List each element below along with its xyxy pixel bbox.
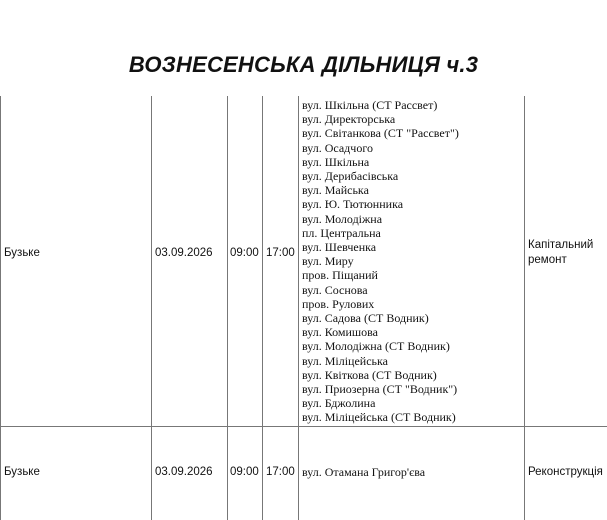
reason-cell xyxy=(528,238,593,268)
locality-cell: Бузьке xyxy=(4,247,40,259)
time-to-cell: 17:00 xyxy=(266,247,295,259)
street-item: вул. Міліцейська xyxy=(302,353,388,368)
time-to-cell: 17:00 xyxy=(266,466,295,478)
street-item: вул. Світанкова (СТ "Рассвет") xyxy=(302,126,459,141)
column-divider xyxy=(151,96,152,520)
reason-line: Капітальний xyxy=(528,239,594,251)
time-from-cell: 09:00 xyxy=(230,247,259,259)
street-item: вул. Ю. Тютюнника xyxy=(302,197,404,212)
column-divider xyxy=(524,96,525,520)
street-item: вул. Миру xyxy=(302,254,354,269)
reason-cell: Реконструкція xyxy=(528,466,603,478)
street-item: вул. Комишова xyxy=(302,325,378,340)
street-item: вул. Директорська xyxy=(302,112,396,127)
street-item: вул. Приозерна (СТ "Водник") xyxy=(302,382,458,397)
column-divider xyxy=(227,96,228,520)
street-item: вул. Бджолина xyxy=(302,396,376,411)
page-title: ВОЗНЕСЕНСЬКА ДІЛЬНИЦЯ ч.3 xyxy=(128,52,479,77)
street-item: вул. Міліцейська (СТ Водник) xyxy=(302,410,456,425)
street-item: вул. Шевченка xyxy=(302,240,377,255)
street-item: вул. Молодіжна (СТ Водник) xyxy=(302,339,450,354)
street-item: вул. Молодіжна xyxy=(302,211,383,226)
street-item: вул. Дерибасівська xyxy=(302,169,399,184)
street-item: вул. Майська xyxy=(302,183,369,198)
street-item: вул. Шкільна xyxy=(302,154,370,169)
street-item: пров. Рулових xyxy=(302,296,375,311)
street-item: вул. Квіткова (СТ Водник) xyxy=(302,367,437,382)
date-cell: 03.09.2026 xyxy=(155,466,213,478)
column-divider xyxy=(298,96,299,520)
date-cell: 03.09.2026 xyxy=(155,247,213,259)
street-item: вул. Осадчого xyxy=(302,140,373,155)
street-item: пл. Центральна xyxy=(302,225,381,240)
time-from-cell: 09:00 xyxy=(230,466,259,478)
street-item: вул. Отамана Григор'єва xyxy=(302,465,426,479)
reason-line: ремонт xyxy=(528,254,567,266)
street-item: вул. Соснова xyxy=(302,282,368,297)
locality-cell: Бузьке xyxy=(4,466,40,478)
streets-list xyxy=(302,98,459,425)
table-border xyxy=(0,96,1,520)
street-item: пров. Піщаний xyxy=(302,268,378,283)
row-divider xyxy=(0,426,607,427)
column-divider xyxy=(262,96,263,520)
street-item: вул. Шкільна (СТ Рассвет) xyxy=(302,98,438,112)
street-item: вул. Садова (СТ Водник) xyxy=(302,311,429,326)
